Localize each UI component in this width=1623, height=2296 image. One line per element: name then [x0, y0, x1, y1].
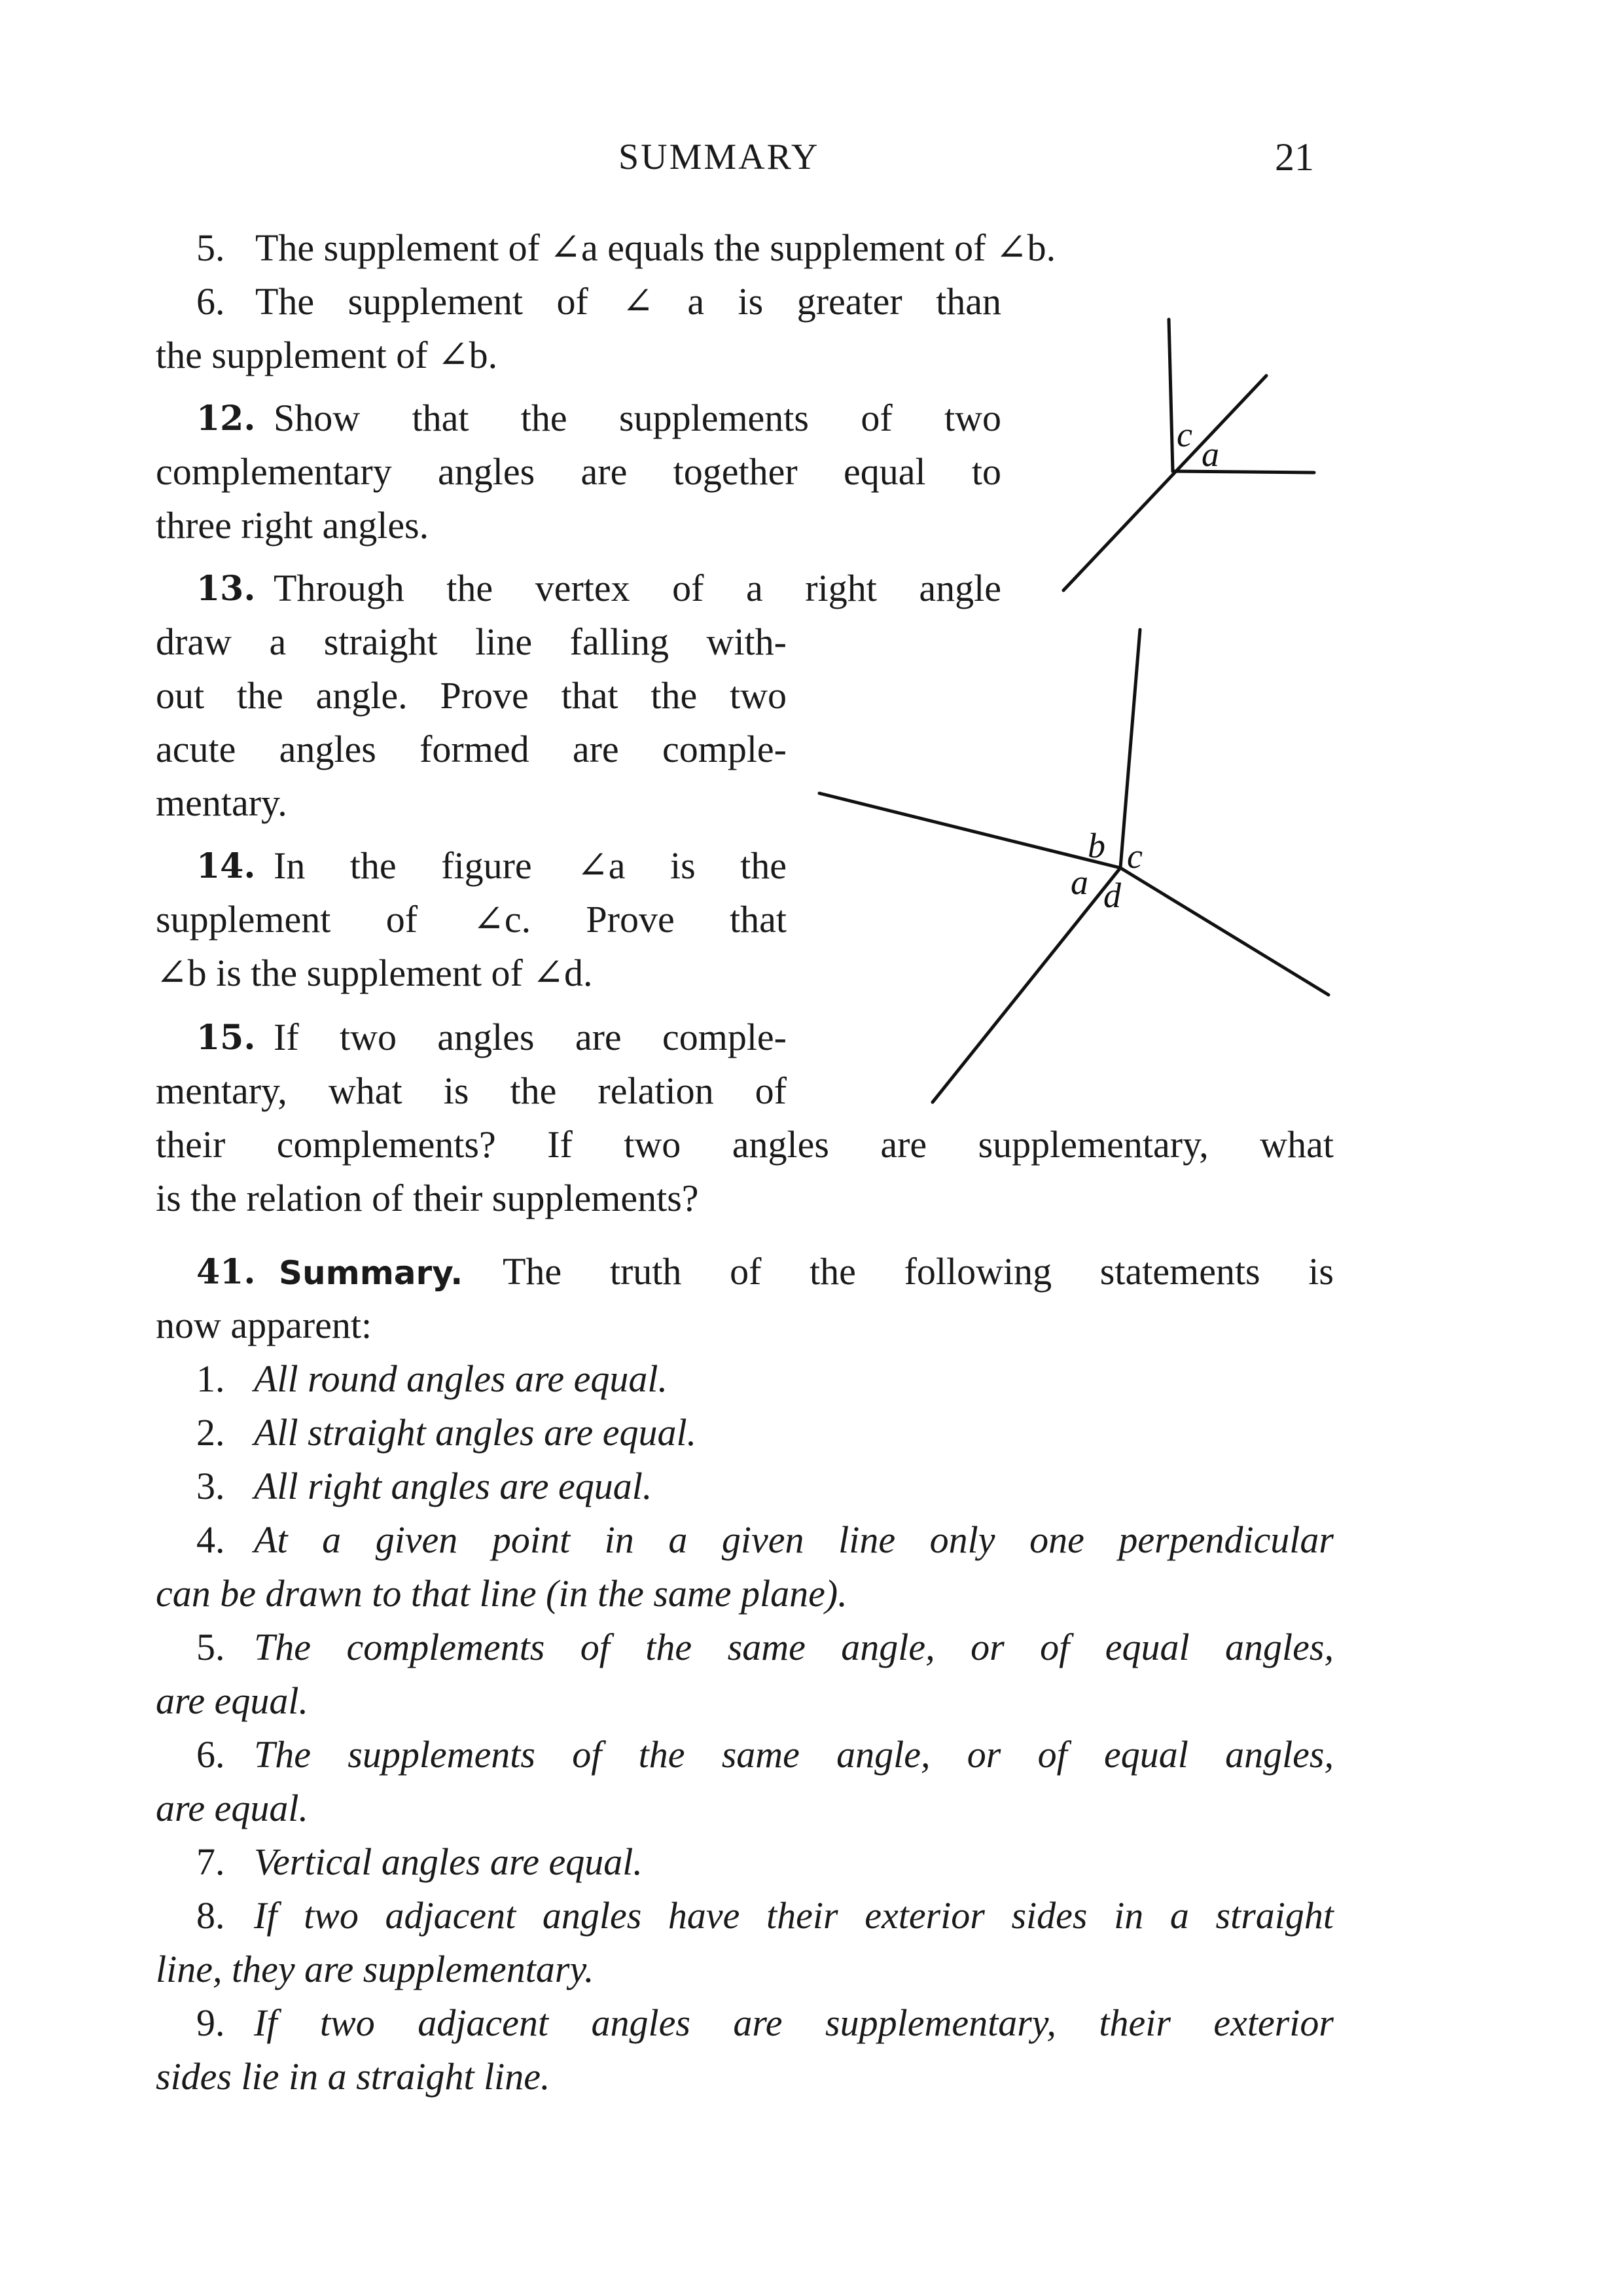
exercise-14-line-1: In the figure ∠a is the: [274, 844, 787, 887]
summary-item-6-number: 6.: [196, 1733, 225, 1776]
summary-item-9-line-2: sides lie in a straight line.: [156, 2055, 550, 2098]
figure-2-label-c: c: [1127, 836, 1143, 876]
exercise-12-line-2: complementary angles are together equal to: [156, 450, 1001, 493]
exercise-13-line-1: Through the vertex of a right angle: [274, 567, 1001, 609]
exercise-15-line-1: If two angles are comple-: [274, 1016, 787, 1058]
summary-item-3-number: 3.: [196, 1465, 225, 1507]
exercise-12-number: 12.: [196, 399, 256, 439]
figure-2-lower-line: [933, 868, 1120, 1102]
summary-item-1-text: All round angles are equal.: [254, 1357, 668, 1400]
exercise-13-number: 13.: [196, 569, 256, 609]
summary-item-9-number: 9.: [196, 2001, 225, 2044]
summary-item-5-number: 5.: [196, 1626, 225, 1668]
summary-item-6-line-1: The supplements of the same angle, or of equal angles,: [254, 1733, 1334, 1776]
summary-item-5-line-2: are equal.: [156, 1679, 309, 1722]
summary-item-7-text: Vertical angles are equal.: [254, 1840, 643, 1883]
summary-intro-line-2: now apparent:: [156, 1304, 372, 1346]
summary-item-6-line-2: are equal.: [156, 1787, 309, 1829]
item-6-line-2: the supplement of ∠b.: [156, 334, 498, 376]
running-head: SUMMARY: [618, 137, 820, 177]
exercise-13-line-4: acute angles formed are comple-: [156, 728, 787, 770]
item-6-line-1: The supplement of ∠ a is greater than: [255, 280, 1001, 323]
summary-item-4-number: 4.: [196, 1518, 225, 1561]
exercise-15-line-3: their complements? If two angles are supplementary, what: [156, 1123, 1334, 1166]
summary-item-2-text: All straight angles are equal.: [254, 1411, 697, 1454]
figure-2-label-d: d: [1103, 876, 1121, 915]
figure-1-label-c: c: [1177, 415, 1192, 454]
summary-heading: Summary.: [279, 1254, 463, 1292]
summary-intro-line-1: The truth of the following statements is: [503, 1250, 1334, 1293]
exercise-14-number: 14.: [196, 846, 256, 886]
exercise-13-line-2: draw a straight line falling with-: [156, 620, 787, 663]
summary-item-4-line-1: At a given point in a given line only one perpendicular: [254, 1518, 1334, 1561]
summary-item-5-line-1: The complements of the same angle, or of equal angles,: [254, 1626, 1334, 1668]
item-5-number: 5.: [196, 226, 225, 269]
item-6-number: 6.: [196, 280, 225, 323]
summary-item-7-number: 7.: [196, 1840, 225, 1883]
summary-item-8-number: 8.: [196, 1894, 225, 1937]
summary-item-4-line-2: can be drawn to that line (in the same plane).: [156, 1572, 847, 1615]
summary-section-number: 41.: [196, 1252, 256, 1292]
exercise-12-line-3: three right angles.: [156, 504, 429, 547]
exercise-15-line-2: mentary, what is the relation of: [156, 1069, 787, 1112]
summary-item-9-line-1: If two adjacent angles are supplementary, their exterior: [254, 2001, 1334, 2044]
summary-item-3-text: All right angles are equal.: [254, 1465, 652, 1507]
exercise-14-line-3: ∠b is the supplement of ∠d.: [156, 952, 593, 994]
figure-1-label-a: a: [1202, 435, 1219, 474]
item-5-text: The supplement of ∠a equals the supplement of ∠b.: [255, 226, 1056, 269]
exercise-15-number: 15.: [196, 1018, 256, 1058]
summary-item-1-number: 1.: [196, 1357, 225, 1400]
figure-2-label-b: b: [1088, 826, 1105, 865]
exercise-13-line-5: mentary.: [156, 781, 287, 824]
summary-item-8-line-2: line, they are supplementary.: [156, 1948, 594, 1990]
summary-item-8-line-1: If two adjacent angles have their exterior sides in a straight: [254, 1894, 1334, 1937]
figure-2-left-line: [819, 793, 1120, 868]
exercise-14-line-2: supplement of ∠c. Prove that: [156, 898, 787, 941]
exercise-15-line-4: is the relation of their supplements?: [156, 1177, 699, 1219]
figure-2-label-a: a: [1071, 863, 1088, 902]
exercise-13-line-3: out the angle. Prove that the two: [156, 674, 787, 717]
exercise-12-line-1: Show that the supplements of two: [274, 397, 1001, 439]
page-number: 21: [1275, 135, 1314, 179]
figure-2-right-line: [1120, 868, 1329, 995]
figure-2-upper-line: [1120, 630, 1140, 868]
summary-item-2-number: 2.: [196, 1411, 225, 1454]
